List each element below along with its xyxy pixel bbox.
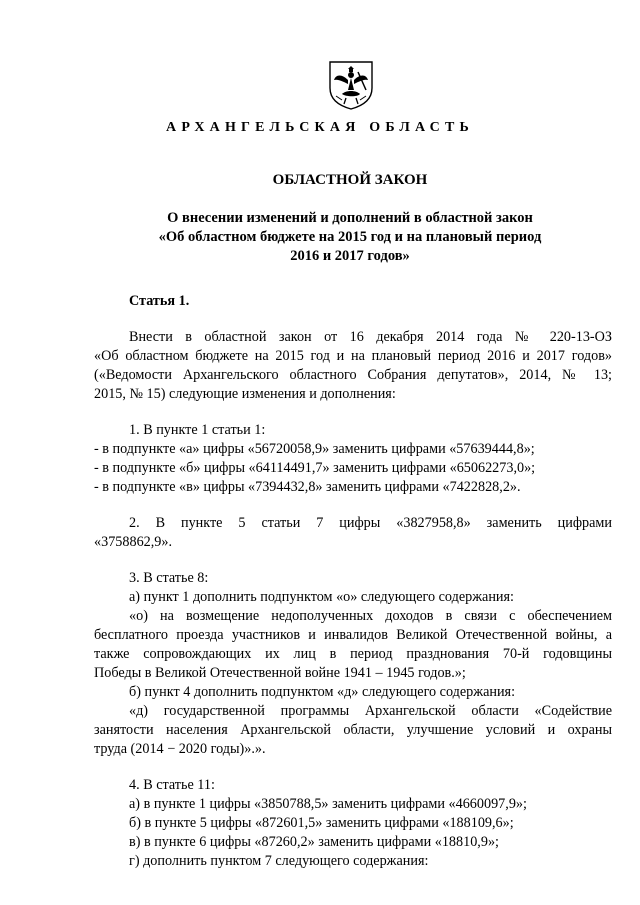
item3-line: б) пункт 4 дополнить подпунктом «д» следующего содержания:: [129, 684, 516, 700]
intro-line: Внести в областной закон от 16 декабря 2014 года № 220-13-ОЗ: [129, 329, 612, 345]
article-heading: Статья 1.: [129, 293, 190, 309]
coat-of-arms-icon: [328, 60, 374, 110]
item1-line: - в подпункте «в» цифры «7394432,8» заменить цифрами «7422828,2».: [94, 479, 521, 495]
item4-line: а) в пункте 1 цифры «3850788,5» заменить цифрами «4660097,9»;: [129, 796, 527, 812]
law-title-line: «Об областном бюджете на 2015 год и на плановый период: [158, 229, 542, 245]
item3-line: «о) на возмещение недополученных доходов в связи с обеспечением: [129, 608, 612, 624]
item4-line: г) дополнить пунктом 7 следующего содержания:: [129, 853, 429, 869]
law-type-heading: ОБЛАСТНОЙ ЗАКОН: [272, 172, 428, 188]
law-title-line: 2016 и 2017 годов»: [290, 248, 410, 264]
item1-line: - в подпункте «а» цифры «56720058,9» заменить цифрами «57639444,8»;: [94, 441, 535, 457]
item4-line: б) в пункте 5 цифры «872601,5» заменить цифрами «188109,6»;: [129, 815, 514, 831]
law-title: [90, 209, 610, 266]
item3-line: также сопровождающих их лиц в период празднования 70-й годовщины: [94, 646, 612, 662]
item2-line: «3758862,9».: [94, 534, 173, 550]
item3-line: Победы в Великой Отечественной войне 1941 – 1945 годов.»;: [94, 665, 466, 681]
law-title-line: О внесении изменений и дополнений в областной закон: [167, 210, 533, 226]
item1-line: 1. В пункте 1 статьи 1:: [129, 422, 266, 438]
intro-line: 2015, № 15) следующие изменения и дополнения:: [94, 386, 396, 402]
region-name: АРХАНГЕЛЬСКАЯ ОБЛАСТЬ: [166, 120, 474, 135]
item3-line: а) пункт 1 дополнить подпунктом «о» следующего содержания:: [129, 589, 514, 605]
item4-line: в) в пункте 6 цифры «87260,2» заменить цифрами «18810,9»;: [129, 834, 499, 850]
item2-line: 2. В пункте 5 статьи 7 цифры «3827958,8» заменить цифрами: [129, 515, 612, 531]
intro-line: («Ведомости Архангельского областного Собрания депутатов», 2014, № 13;: [94, 367, 612, 383]
item3-line: занятости населения Архангельской области, улучшение условий и охраны: [94, 722, 612, 738]
item3-line: 3. В статье 8:: [129, 570, 209, 586]
item4-line: 4. В статье 11:: [129, 777, 215, 793]
item3-line: труда (2014 − 2020 годы)».».: [94, 741, 266, 757]
item1-line: - в подпункте «б» цифры «64114491,7» заменить цифрами «65062273,0»;: [94, 460, 536, 476]
item3-line: «д) государственной программы Архангельской области «Содействие: [129, 703, 612, 719]
item3-line: бесплатного проезда участников и инвалидов Великой Отечественной войны, а: [94, 627, 612, 643]
intro-line: «Об областном бюджете на 2015 год и на плановый период 2016 и 2017 годов»: [94, 348, 612, 364]
